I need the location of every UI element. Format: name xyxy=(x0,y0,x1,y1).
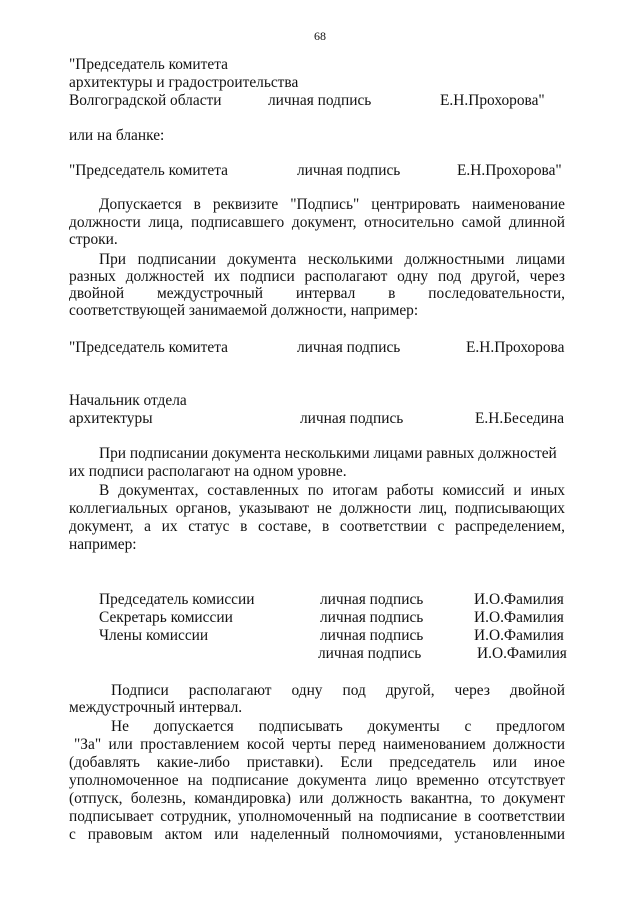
sig2-sign: личная подпись xyxy=(297,162,401,179)
commission-name: И.О.Фамилия xyxy=(477,645,567,662)
sig3-title: "Председатель комитета xyxy=(69,339,228,356)
blank-intro: или на бланке: xyxy=(69,127,165,144)
para4-line: В документах, составленных по итогам работы комиссий и иных xyxy=(99,482,565,499)
sig3-sign: личная подпись xyxy=(297,339,401,356)
commission-role: Секретарь комиссии xyxy=(99,609,233,626)
para4-line: документ, а их статус в составе, в соответствии с распределением, xyxy=(69,518,565,535)
para6-line: с правовым актом или наделенный полномочиями, установленными xyxy=(69,826,565,843)
para6-line: "За" или проставлением косой черты перед наименованием должности xyxy=(74,736,565,753)
commission-sign: личная подпись xyxy=(320,609,424,626)
para2-line: разных должностей их подписи располагают одну под другой, через xyxy=(69,268,565,285)
commission-sign: личная подпись xyxy=(320,627,424,644)
page-number: 68 xyxy=(314,29,326,43)
para1-line: строки. xyxy=(69,231,118,248)
para6-line: Не допускается подписывать документы с предлогом xyxy=(111,718,565,735)
commission-role: Члены комиссии xyxy=(99,627,209,644)
para5-line: Подписи располагают одну под другой, через двойной xyxy=(111,682,565,699)
sig2-name: Е.Н.Прохорова" xyxy=(457,162,562,179)
sig4-title2: архитектуры xyxy=(69,410,153,427)
sig4-sign: личная подпись xyxy=(300,410,404,427)
sig1-sign: личная подпись xyxy=(268,92,372,109)
commission-role: Председатель комиссии xyxy=(99,591,255,608)
para5-line: междустрочный интервал. xyxy=(69,699,243,716)
para1-line: должности лица, подписавшего документ, относительно самой длинной xyxy=(69,214,565,231)
para4-line: например: xyxy=(69,536,137,553)
para6-line: (отпуск, болезнь, командировка) или должность вакантна, то документ xyxy=(69,790,565,807)
para1-line: Допускается в реквизите "Подпись" центрировать наименование xyxy=(99,196,565,213)
para3-line: При подписании документа несколькими лицами равных должностей xyxy=(99,445,557,462)
commission-name: И.О.Фамилия xyxy=(474,627,564,644)
sig4-title1: Начальник отдела xyxy=(69,392,187,409)
para2-line: двойной междустрочный интервал в последовательности, xyxy=(69,285,565,302)
sig1-name: Е.Н.Прохорова" xyxy=(440,92,545,109)
para3-line: их подписи располагают на одном уровне. xyxy=(69,463,347,480)
sig1-line2: архитектуры и градостроительства xyxy=(69,74,299,91)
commission-name: И.О.Фамилия xyxy=(474,609,564,626)
para2-line: При подписании документа несколькими должностными лицами xyxy=(99,251,565,268)
para6-line: подписывает сотрудник, уполномоченный на подписание в соответствии xyxy=(69,808,565,825)
para6-line: (добавлять какие-либо приставки). Если председатель или иное xyxy=(69,754,565,771)
sig3-name: Е.Н.Прохорова xyxy=(466,339,565,356)
commission-name: И.О.Фамилия xyxy=(474,591,564,608)
commission-sign: личная подпись xyxy=(318,645,422,662)
para2-line: соответствующей занимаемой должности, например: xyxy=(69,302,419,319)
para6-line: уполномоченное на подписание документа лицо временно отсутствует xyxy=(69,772,565,789)
sig1-line1: "Председатель комитета xyxy=(69,56,228,73)
commission-sign: личная подпись xyxy=(320,591,424,608)
para4-line: коллегиальных органов, указывают не должности лиц, подписывающих xyxy=(69,500,565,517)
sig4-name: Е.Н.Беседина xyxy=(475,410,565,427)
sig2-title: "Председатель комитета xyxy=(69,162,228,179)
sig1-line3: Волгоградской области xyxy=(69,92,222,109)
